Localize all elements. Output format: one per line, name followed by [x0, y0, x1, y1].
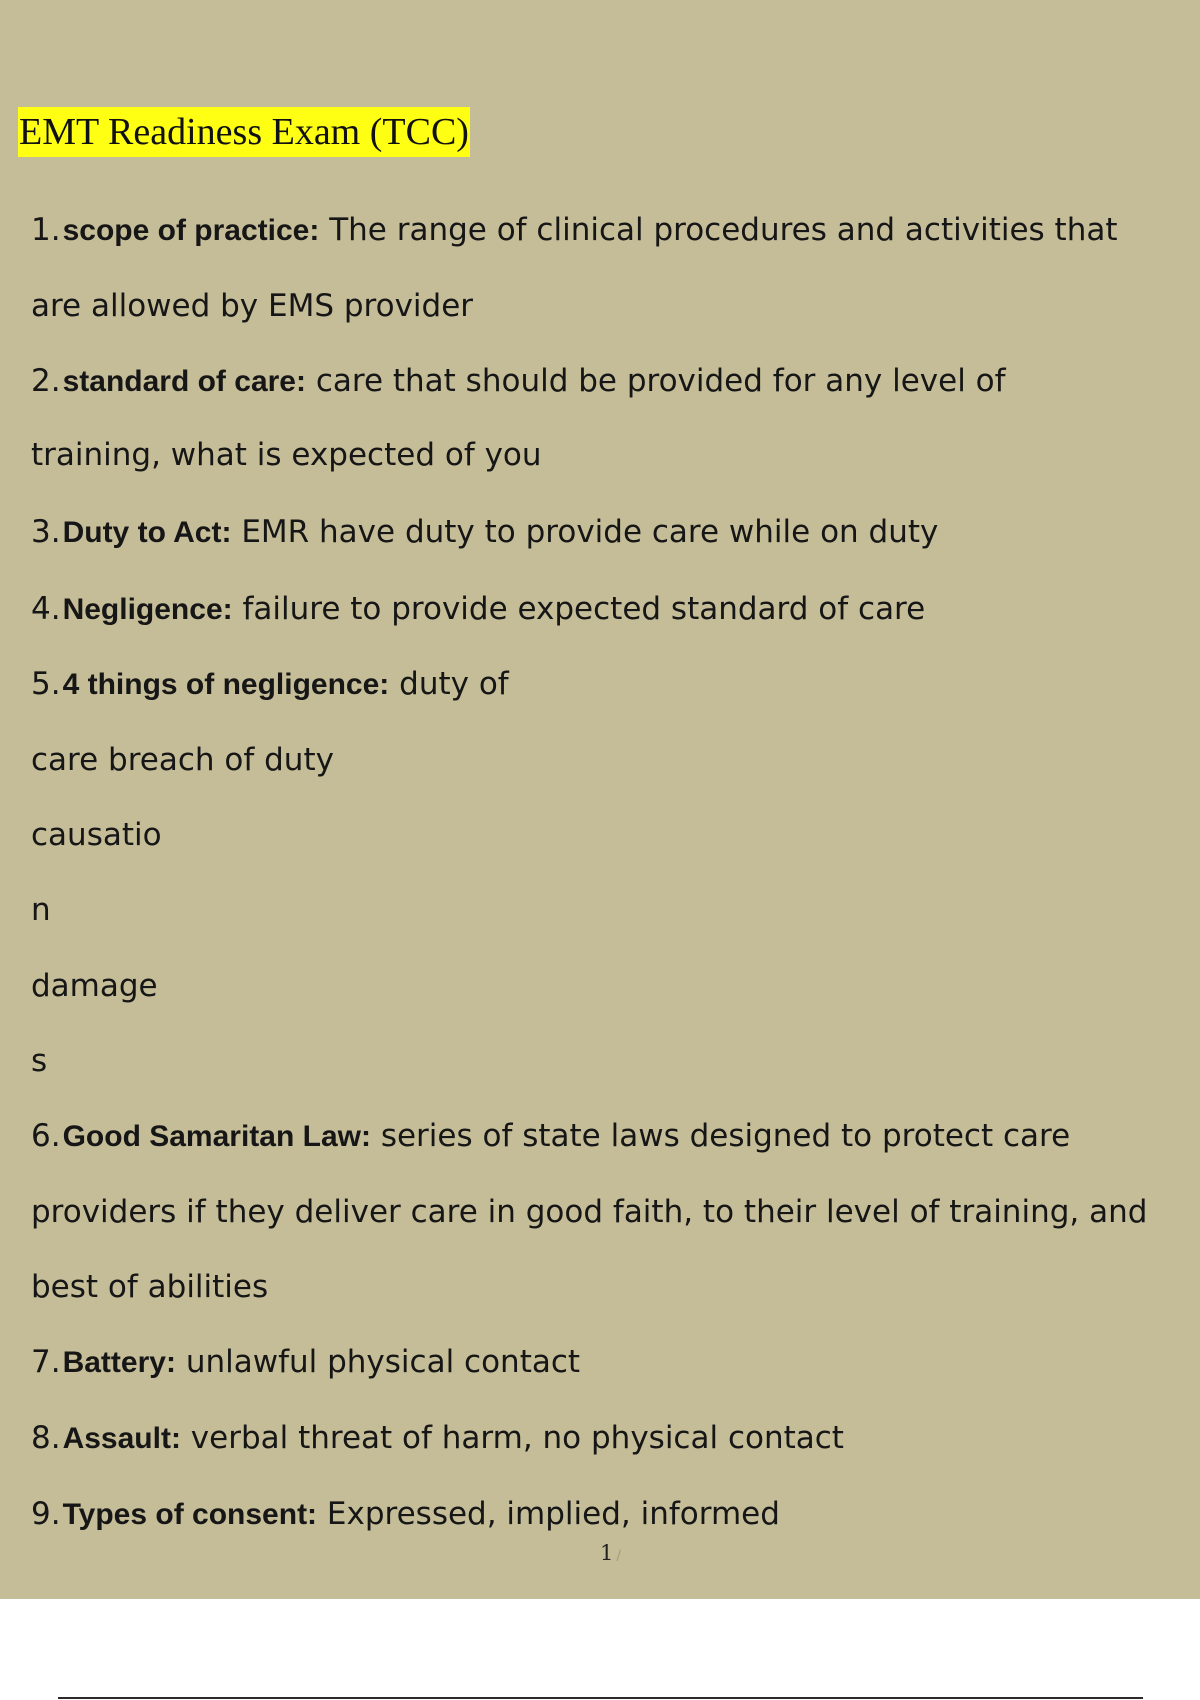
entry-definition: EMR have duty to provide care while on duty	[241, 514, 939, 550]
entry-2	[31, 361, 1006, 402]
entry-term: Assault:	[62, 1422, 181, 1455]
entry-5-continuation: n	[31, 892, 51, 928]
entry-number: 3.	[31, 514, 61, 550]
page-number-suffix: /	[616, 1548, 622, 1564]
entry-definition: duty of	[399, 666, 509, 702]
entry-number: 8.	[31, 1420, 61, 1456]
entry-term: scope of practice:	[62, 214, 320, 247]
entry-number: 6.	[31, 1118, 61, 1154]
entry-definition: series of state laws designed to protect care	[380, 1118, 1071, 1154]
entry-definition: failure to provide expected standard of care	[242, 591, 926, 627]
page-number-value: 1	[600, 1541, 614, 1565]
entry-definition: unlawful physical contact	[185, 1344, 581, 1380]
entry-definition: Expressed, implied, informed	[326, 1496, 780, 1532]
entry-term: 4 things of negligence:	[62, 668, 390, 701]
entry-6	[31, 1116, 1070, 1157]
entry-number: 5.	[31, 666, 61, 702]
entry-term: Duty to Act:	[62, 516, 232, 549]
entry-9	[31, 1494, 780, 1535]
entry-6-continuation: best of abilities	[31, 1269, 269, 1305]
entry-1-continuation: are allowed by EMS provider	[31, 288, 474, 324]
entry-number: 7.	[31, 1344, 61, 1380]
entry-8	[31, 1418, 844, 1459]
entry-term: Battery:	[62, 1346, 176, 1379]
entry-5-continuation: s	[31, 1043, 48, 1079]
page-number	[600, 1541, 621, 1568]
entry-term: standard of care:	[62, 365, 306, 398]
entry-4	[31, 589, 925, 630]
entry-number: 1.	[31, 212, 61, 248]
entry-5-continuation: causatio	[31, 817, 162, 853]
entry-definition: The range of clinical procedures and activities that	[329, 212, 1118, 248]
entry-term: Good Samaritan Law:	[62, 1120, 371, 1153]
entry-5-continuation: care breach of duty	[31, 742, 334, 778]
entry-6-continuation: providers if they deliver care in good faith, to their level of training, and	[31, 1194, 1148, 1230]
entry-definition: verbal threat of harm, no physical contact	[190, 1420, 844, 1456]
entry-term: Negligence:	[62, 593, 233, 626]
entry-term: Types of consent:	[62, 1498, 318, 1531]
entry-5	[31, 664, 509, 705]
entry-5-continuation: damage	[31, 968, 158, 1004]
entry-3	[31, 512, 938, 553]
entry-number: 4.	[31, 591, 61, 627]
entry-number: 9.	[31, 1496, 61, 1532]
entry-1	[31, 210, 1118, 251]
entry-number: 2.	[31, 363, 61, 399]
page-divider	[58, 1697, 1143, 1699]
entry-7	[31, 1342, 580, 1383]
entry-2-continuation: training, what is expected of you	[31, 437, 542, 473]
entry-definition: care that should be provided for any level of	[315, 363, 1006, 399]
document-title: EMT Readiness Exam (TCC)	[18, 107, 470, 157]
